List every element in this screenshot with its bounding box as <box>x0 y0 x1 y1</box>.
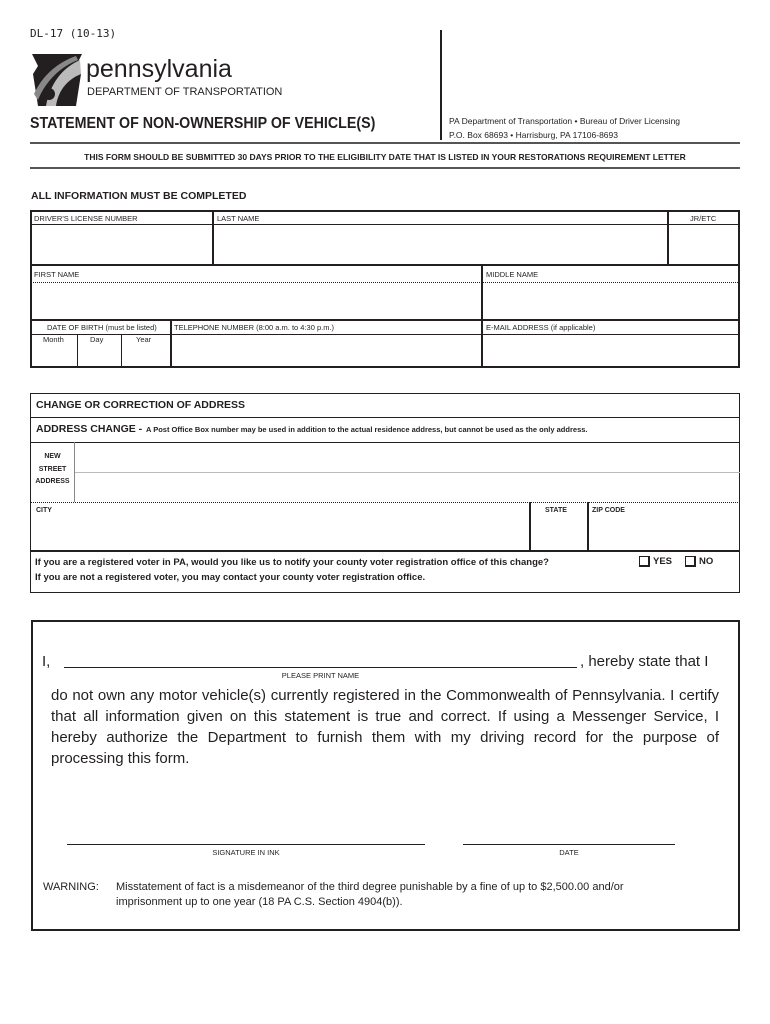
submission-notice: THIS FORM SHOULD BE SUBMITTED 30 DAYS PRIOR TO THE ELIGIBILITY DATE THAT IS LISTED IN YOUR RESTORATIONS REQUIREMENT LETTER <box>84 152 686 162</box>
col-divider <box>481 264 483 368</box>
col-divider <box>667 210 669 265</box>
address-heading: CHANGE OR CORRECTION OF ADDRESS <box>36 399 246 411</box>
date-line <box>463 844 675 845</box>
no-label: NO <box>699 556 714 567</box>
middle-name-label: MIDDLE NAME <box>486 270 539 279</box>
last-name-label: LAST NAME <box>217 214 260 223</box>
dob-month-field[interactable] <box>32 346 76 366</box>
dob-label: DATE OF BIRTH (must be listed) <box>47 323 157 332</box>
statement-body: do not own any motor vehicle(s) currently registered in the Commonwealth of Pennsylvania. I certify that all information given on this statement is true and correct. If using a Messenger Service, I hereby authorize the Department to furnish them with my driving record for the purpose of processing this form. <box>51 687 719 767</box>
agency-address-2: P.O. Box 68693 • Harrisburg, PA 17106-8693 <box>449 130 618 140</box>
state-label: STATE <box>545 507 567 514</box>
col-divider <box>121 334 122 367</box>
yes-label: YES <box>653 556 673 567</box>
email-label: E-MAIL ADDRESS (if applicable) <box>486 323 596 332</box>
statement-i: I, <box>42 653 51 670</box>
form-id: DL-17 (10-13) <box>30 27 117 40</box>
zip-field[interactable] <box>590 518 738 549</box>
row-divider <box>30 417 740 418</box>
date-field[interactable] <box>463 815 675 844</box>
dl-number-field[interactable] <box>32 226 211 264</box>
signature-field[interactable] <box>67 815 425 844</box>
divider <box>30 167 740 169</box>
zip-label: ZIP CODE <box>592 507 625 514</box>
jr-etc-field[interactable] <box>670 226 738 264</box>
col-divider <box>77 334 78 367</box>
dl-number-label: DRIVER'S LICENSE NUMBER <box>34 214 138 223</box>
first-name-field[interactable] <box>32 284 480 319</box>
header-divider <box>440 30 442 140</box>
row-divider <box>30 319 740 321</box>
row-divider <box>30 550 740 552</box>
address-change-note: A Post Office Box number may be used in addition to the actual residence address, but cannot be used as the only address. <box>146 425 588 434</box>
warning-label: WARNING: <box>43 881 99 893</box>
voter-question: If you are a registered voter in PA, would you like us to notify your county voter registration office of this change? <box>35 557 549 568</box>
keystone-logo-icon <box>32 54 82 106</box>
voter-note: If you are not a registered voter, you may contact your county voter registration office. <box>35 572 426 583</box>
warning-line-2: imprisonment up to one year (18 PA C.S. Section 4904(b)). <box>116 896 403 908</box>
print-name-field[interactable] <box>64 650 577 667</box>
dob-year-field[interactable] <box>123 346 169 366</box>
street-label: STREET <box>38 465 67 473</box>
page-title: STATEMENT OF NON-OWNERSHIP OF VEHICLE(S) <box>30 115 376 132</box>
divider <box>30 142 740 144</box>
signature-label: SIGNATURE IN INK <box>212 848 280 857</box>
street-address-line-2[interactable] <box>77 474 739 501</box>
row-divider <box>30 282 740 283</box>
city-label: CITY <box>36 507 52 514</box>
new-street-address-label <box>30 451 75 489</box>
print-name-line <box>64 667 577 668</box>
info-heading: ALL INFORMATION MUST BE COMPLETED <box>31 190 247 202</box>
col-divider <box>587 502 589 551</box>
email-field[interactable] <box>484 336 738 366</box>
hereby-text: , hereby state that I <box>580 653 709 670</box>
dob-year-label: Year <box>136 335 152 344</box>
state-field[interactable] <box>532 518 586 549</box>
jr-etc-label: JR/ETC <box>690 214 717 223</box>
no-checkbox[interactable] <box>685 556 696 567</box>
signature-line <box>67 844 425 845</box>
warning-line-1: Misstatement of fact is a misdemeanor of the third degree punishable by a fine of up to $2,500.00 and/or <box>116 881 624 893</box>
logo-dept: DEPARTMENT OF TRANSPORTATION <box>87 86 283 98</box>
row-divider <box>30 224 740 225</box>
street-address-line-1[interactable] <box>77 444 739 471</box>
agency-address-1: PA Department of Transportation • Bureau of Driver Licensing <box>449 116 681 126</box>
dob-day-field[interactable] <box>79 346 120 366</box>
last-name-field[interactable] <box>215 226 666 264</box>
row-divider <box>30 502 740 503</box>
row-divider <box>30 442 740 443</box>
col-divider <box>170 319 172 368</box>
row-divider <box>30 264 740 266</box>
address-label: ADDRESS <box>35 478 70 485</box>
row-divider <box>75 472 740 473</box>
dob-month-label: Month <box>43 335 64 344</box>
col-divider <box>529 502 531 551</box>
dob-day-label: Day <box>90 335 104 344</box>
middle-name-field[interactable] <box>484 284 738 319</box>
voter-yes-option[interactable] <box>639 556 672 567</box>
print-name-label: PLEASE PRINT NAME <box>281 671 360 680</box>
voter-no-option[interactable] <box>685 556 713 567</box>
date-label: DATE <box>559 848 579 857</box>
new-label: NEW <box>44 453 61 460</box>
telephone-field[interactable] <box>173 336 480 366</box>
city-field[interactable] <box>32 518 528 549</box>
first-name-label: FIRST NAME <box>34 270 80 279</box>
telephone-label: TELEPHONE NUMBER (8:00 a.m. to 4:30 p.m.) <box>174 323 335 332</box>
col-divider <box>212 210 214 265</box>
yes-checkbox[interactable] <box>639 556 650 567</box>
logo-name: pennsylvania <box>86 55 232 83</box>
address-change-label: ADDRESS CHANGE - <box>36 423 143 435</box>
